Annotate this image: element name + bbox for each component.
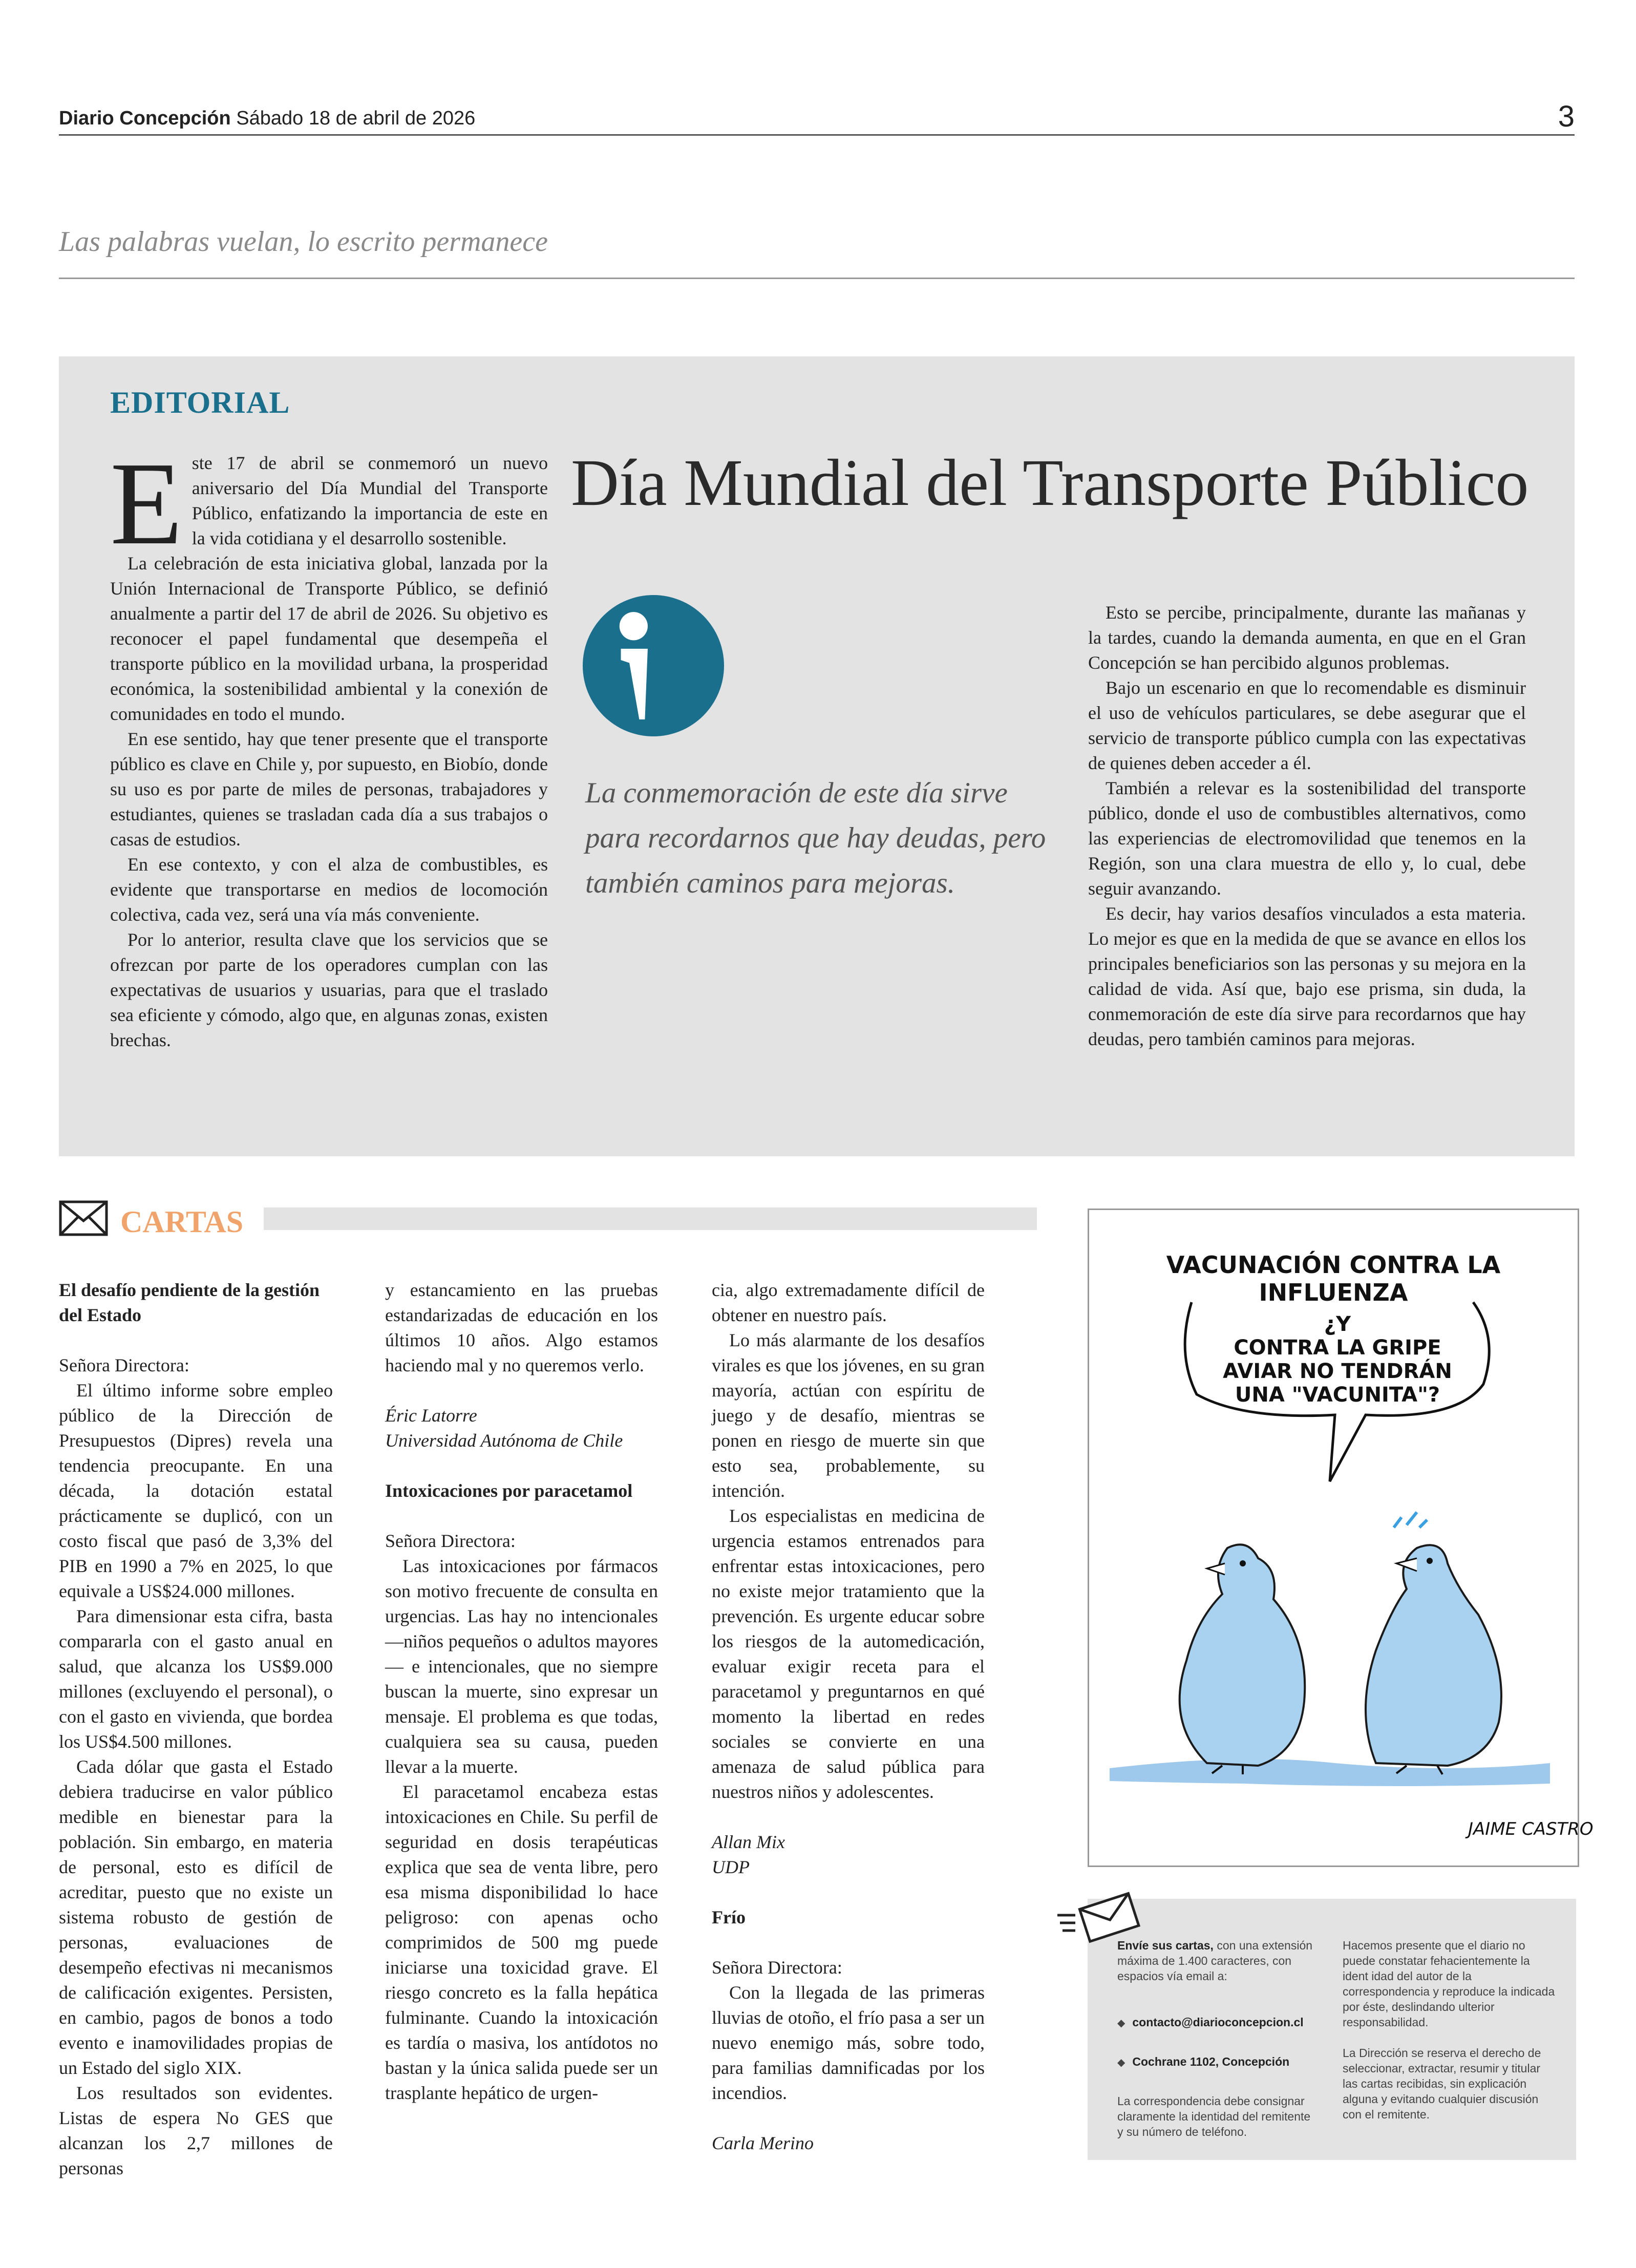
drop-cap: E bbox=[110, 438, 183, 569]
letter-paragraph: El paracetamol encabeza estas intoxicaciones en Chile. Su perfil de seguridad en dosis terapéuticas explica que sea de venta libre, pero esa misma disponibilidad lo hace peligroso: con apenas ocho comprimidos de 500 mg puede iniciarse una toxicidad grave. El riesgo concreto es la falla hepática fulminante. Cuando la intoxicación es tardía o masiva, los antídotos no bastan y la única salida puede ser un trasplante hepático de urgen- bbox=[385, 1782, 658, 2103]
motto-bar bbox=[59, 220, 1575, 279]
cartoon-drawing bbox=[1089, 1210, 1593, 1866]
letter-paragraph: Los especialistas en medicina de urgencia estamos entrenados para enfrentar estas intoxicaciones, pero no existe mejor tratamiento que la prevención. Es urgente educar sobre los riesgos de la automedicación, evaluar exigir receta para el paracetamol y preguntarnos en qué momento la libertad en redes sociales se convierte en una amenaza de salud pública para nuestros niños y adolescentes. bbox=[712, 1506, 985, 1802]
letter-paragraph: El último informe sobre empleo público de la Dirección de Presupuestos (Dipres) revela una tendencia preocupante. En una década, la dotación estatal prácticamente se duplicó, con un costo fiscal que pasó de 3,3% del PIB en 1990 a 7% en 2025, lo que equivale a US$24.000 millones. bbox=[59, 1380, 333, 1601]
letter-author: Carla Merino bbox=[712, 2133, 814, 2153]
letter-affiliation: Universidad Autónoma de Chile bbox=[385, 1430, 623, 1451]
publication-line bbox=[59, 108, 475, 130]
diamond-bullet-icon: ◆ bbox=[1117, 2057, 1125, 2068]
cartas-header bbox=[59, 1198, 986, 1239]
letters-column-2 bbox=[385, 1278, 658, 2106]
cartoon bbox=[1088, 1209, 1593, 1867]
letter-paragraph: Las intoxicaciones por fármacos son motivo frecuente de consulta en urgencias. Las hay no intencionales —niños pequeños o adultos mayores— e intencionales, que no siempre buscan la muerte, sino expresar un mensaje. El problema es que todas, cualquiera sea su causa, pueden llevar a la muerte. bbox=[385, 1556, 658, 1777]
editorial-paragraph: Bajo un escenario en que lo recomendable es disminuir el uso de vehículos particulares, se debe asegurar que el servicio de transporte público cumpla con las expectativas de quienes deben acceder a él. bbox=[1088, 677, 1526, 773]
motto-text: Las palabras vuelan, lo escrito permanece bbox=[59, 226, 548, 258]
letter-salutation: Señora Directora: bbox=[712, 1957, 842, 1978]
send-letter-icon bbox=[1055, 1884, 1142, 1941]
letter-paragraph: cia, algo extremadamente difícil de obtener en nuestro país. bbox=[712, 1280, 985, 1325]
cartas-label: CARTAS bbox=[120, 1205, 244, 1239]
info-column-1 bbox=[1117, 1938, 1314, 2139]
editorial-column-1 bbox=[110, 438, 548, 1053]
letters-info-box bbox=[1088, 1899, 1576, 2160]
editorial-paragraph: Por lo anterior, resulta clave que los servicios que se ofrezcan por parte de los operadores cumplan con las expectativas de usuarios y usuarias, para que el traslado sea eficiente y cómodo, algo que, en algunas zonas, existen brechas. bbox=[110, 929, 548, 1050]
page-header bbox=[59, 102, 1575, 136]
letter-author: Éric Latorre bbox=[385, 1405, 477, 1426]
letters-column-1 bbox=[59, 1278, 333, 2181]
info-note: La correspondencia debe consignar claramente la identidad del remitente y su número de teléfono. bbox=[1117, 2094, 1311, 2138]
letter-paragraph: Los resultados son evidentes. Listas de espera No GES que alcanzan los 2,7 millones de personas bbox=[59, 2083, 333, 2178]
contact-address: Cochrane 1102, Concepción bbox=[1132, 2055, 1290, 2068]
letter-salutation: Señora Directora: bbox=[385, 1531, 516, 1551]
letter-paragraph: Lo más alarmante de los desafíos virales es que los jóvenes, en su gran mayoría, actúan con espíritu de juego y de desafío, mientras se ponen en riesgo de muerte sin que esto sea, probablemente, su intención. bbox=[712, 1330, 985, 1501]
page-number: 3 bbox=[1558, 100, 1575, 133]
editorial-title: Día Mundial del Transporte Público bbox=[571, 446, 1529, 520]
letter-paragraph: y estancamiento en las pruebas estandarizadas de educación en los últimos 10 años. Algo estamos haciendo mal y no queremos verlo. bbox=[385, 1280, 658, 1375]
cartoon-title: VACUNACIÓN CONTRA LA INFLUENZA bbox=[1166, 1251, 1501, 1306]
envelope-icon bbox=[59, 1200, 108, 1236]
editorial-paragraph: La celebración de esta iniciativa global, lanzada por la Unión Internacional de Transporte Público, se definió anualmente a partir del 17 de abril de 2026. Su objetivo es reconocer el papel fundamental que desempeña el transporte público en la movilidad urbana, la prosperidad económica, la sostenibilidad ambiental y la conexión de comunidades en todo el mundo. bbox=[110, 553, 548, 724]
editorial-paragraph: En ese contexto, y con el alza de combustibles, es evidente que transportarse en medios de locomoción colectiva, cada vez, será una vía más conveniente. bbox=[110, 854, 548, 925]
editorial-paragraph: Esto se percibe, principalmente, durante las mañanas y la tardes, cuando la demanda aumenta, en que en el Gran Concepción se han percibido algunos problemas. bbox=[1088, 602, 1526, 673]
letter-salutation: Señora Directora: bbox=[59, 1355, 189, 1375]
editorial-label: EDITORIAL bbox=[110, 386, 290, 419]
pull-quote: La conmemoración de este día sirve para recordarnos que hay deudas, pero también caminos para mejoras. bbox=[585, 777, 1046, 899]
publication-name: Diario Concepción bbox=[59, 108, 231, 129]
letters-column-3 bbox=[712, 1278, 985, 2156]
letter-author: Allan Mix bbox=[712, 1832, 785, 1852]
editorial-paragraph: También a relevar es la sostenibilidad del transporte público, donde el uso de combustibles alternativos, como las experiencias de electromovilidad que tenemos en la Región, son una clara muestra de ello y, lo cual, debe seguir avanzando. bbox=[1088, 778, 1526, 899]
cartas-header-bar bbox=[264, 1207, 1037, 1230]
issue-date: Sábado 18 de abril de 2026 bbox=[236, 108, 476, 129]
cartoon-signature: JAIME CASTRO bbox=[1468, 1819, 1593, 1839]
editorial-paragraph: En ese sentido, hay que tener presente que el transporte público es clave en Chile y, por supuesto, en Biobío, donde su uso es por parte de miles de personas, trabajadores y estudiantes, quienes se trasladan cada día a sus trabajos o casas de estudios. bbox=[110, 729, 548, 850]
info-disclaimer: La Dirección se reserva el derecho de seleccionar, extractar, resumir y titular las cartas recibidas, sin explicación alguna y evitando cualquier discusión con el remitente. bbox=[1343, 2046, 1541, 2121]
editorial-column-3 bbox=[1088, 600, 1526, 1052]
letter-paragraph: Cada dólar que gasta el Estado debiera traducirse en valor público medible en bienestar para la población. Sin embargo, en materia de personal, esto es difícil de acreditar, puesto que no existe un sistema robusto de gestión de personas, evaluaciones de desempeño efectivas ni mecanismos de calificación exigentes. Persisten, en cambio, pagos de bonos a todo evento e inamovilidades propias de un Estado del siglo XIX. bbox=[59, 1756, 333, 2078]
letter-paragraph: Para dimensionar esta cifra, basta compararla con el gasto anual en salud, que alcanza los US$9.000 millones (excluyendo el personal), o con el gasto en vivienda, que bordea los US$4.500 millones. bbox=[59, 1606, 333, 1752]
speech-bubble-text: ¿Y CONTRA LA GRIPE AVIAR NO TENDRÁN UNA "VACUNITA"? bbox=[1223, 1312, 1452, 1407]
info-icon bbox=[583, 595, 724, 736]
info-disclaimer: Hacemos presente que el diario no puede constatar fehacientemente la ident idad del autor de la correspondencia y reproduce la indicada por éste, deslindando ulterior responsabilidad. bbox=[1343, 1939, 1555, 2029]
letter-affiliation: UDP bbox=[712, 1857, 750, 1877]
letter-title: El desafío pendiente de la gestión del Estado bbox=[59, 1280, 320, 1325]
letter-title: Frío bbox=[712, 1907, 746, 1927]
contact-email[interactable]: contacto@diarioconcepcion.cl bbox=[1132, 2016, 1304, 2029]
letter-title: Intoxicaciones por paracetamol bbox=[385, 1480, 633, 1501]
letter-paragraph: Con la llegada de las primeras lluvias de otoño, el frío pasa a ser un nuevo enemigo más, sobre todo, para familias damnificadas por los incendios. bbox=[712, 1982, 985, 2103]
editorial-paragraph: Este 17 de abril se conmemoró un nuevo aniversario del Día Mundial del Transporte Público, enfatizando la importancia de este en la vida cotidiana y el desarrollo sostenible. bbox=[110, 438, 548, 569]
editorial-paragraph: Es decir, hay varios desafíos vinculados a esta materia. Lo mejor es que en la medida de que se avance en ellos los principales beneficiarios son las personas y su mejora en la calidad de vida. Así que, bajo ese prisma, sin duda, la conmemoración de este día sirve para recordarnos que hay deudas, pero también caminos para mejoras. bbox=[1088, 903, 1526, 1049]
info-column-2 bbox=[1343, 1938, 1558, 2122]
diamond-bullet-icon: ◆ bbox=[1117, 2018, 1125, 2029]
info-intro: Envíe sus cartas, con una extensión máxima de 1.400 caracteres, con espacios vía email a: bbox=[1117, 1939, 1313, 1983]
